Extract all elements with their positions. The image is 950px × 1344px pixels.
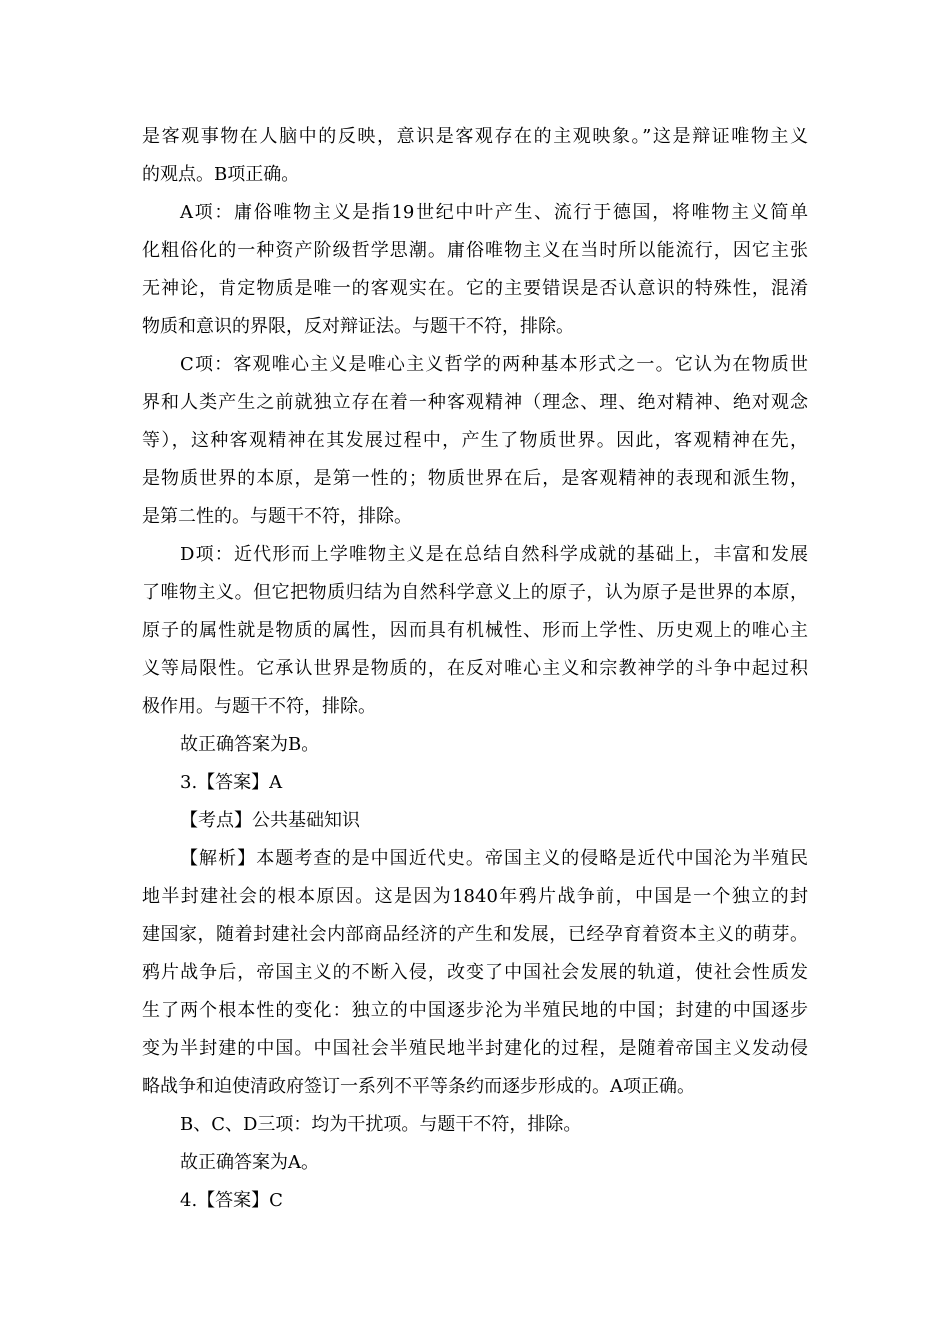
text-line: 略战争和迫使清政府签订一系列不平等条约而逐步形成的。A项正确。 bbox=[142, 1076, 695, 1097]
text-line: 【解析】本题考查的是中国近代史。帝国主义的侵略是近代中国沦为半殖民 bbox=[180, 848, 808, 869]
text-line: A项：庸俗唯物主义是指19世纪中叶产生、流行于德国，将唯物主义简单 bbox=[180, 202, 808, 223]
text-line: 【考点】公共基础知识 bbox=[180, 810, 360, 831]
text-line: 原子的属性就是物质的属性，因而具有机械性、形而上学性、历史观上的唯心主 bbox=[142, 620, 808, 641]
text-line: 建国家，随着封建社会内部商品经济的产生和发展，已经孕育着资本主义的萌芽。 bbox=[142, 924, 808, 945]
text-line: 化粗俗化的一种资产阶级哲学思潮。庸俗唯物主义在当时所以能流行，因它主张 bbox=[142, 240, 808, 261]
text-line: 生了两个根本性的变化：独立的中国逐步沦为半殖民地的中国；封建的中国逐步 bbox=[142, 1000, 808, 1021]
text-line: 故正确答案为A。 bbox=[180, 1152, 319, 1173]
text-line: 了唯物主义。但它把物质归结为自然科学意义上的原子，认为原子是世界的本原， bbox=[142, 582, 808, 603]
text-line: 3.【答案】A bbox=[180, 772, 283, 793]
text-line: 鸦片战争后，帝国主义的不断入侵，改变了中国社会发展的轨道，使社会性质发 bbox=[142, 962, 808, 983]
text-line: 义等局限性。它承认世界是物质的，在反对唯心主义和宗教神学的斗争中起过积 bbox=[142, 658, 808, 679]
text-line: 变为半封建的中国。中国社会半殖民地半封建化的过程，是随着帝国主义发动侵 bbox=[142, 1038, 808, 1059]
text-line: 极作用。与题干不符，排除。 bbox=[142, 696, 376, 717]
text-line: 是物质世界的本原，是第一性的；物质世界在后，是客观精神的表现和派生物， bbox=[142, 468, 808, 489]
text-line: B、C、D三项：均为干扰项。与题干不符，排除。 bbox=[180, 1114, 582, 1135]
text-line: D项：近代形而上学唯物主义是在总结自然科学成就的基础上，丰富和发展 bbox=[180, 544, 808, 565]
text-line: 界和人类产生之前就独立存在着一种客观精神（理念、理、绝对精神、绝对观念 bbox=[142, 392, 808, 413]
text-line: C项：客观唯心主义是唯心主义哲学的两种基本形式之一。它认为在物质世 bbox=[180, 354, 808, 375]
text-line: 地半封建社会的根本原因。这是因为1840年鸦片战争前，中国是一个独立的封 bbox=[142, 886, 808, 907]
text-line: 无神论，肯定物质是唯一的客观实在。它的主要错误是否认意识的特殊性，混淆 bbox=[142, 278, 808, 299]
document-body bbox=[142, 118, 808, 1220]
text-line: 故正确答案为B。 bbox=[180, 734, 320, 755]
text-line: 4.【答案】C bbox=[180, 1190, 283, 1211]
text-line: 物质和意识的界限，反对辩证法。与题干不符，排除。 bbox=[142, 316, 574, 337]
text-line: 是第二性的。与题干不符，排除。 bbox=[142, 506, 412, 527]
text-line: 是客观事物在人脑中的反映，意识是客观存在的主观映象。”这是辩证唯物主义 bbox=[142, 126, 808, 147]
text-line: 的观点。B项正确。 bbox=[142, 164, 300, 185]
text-line: 等），这种客观精神在其发展过程中，产生了物质世界。因此，客观精神在先， bbox=[142, 430, 808, 451]
